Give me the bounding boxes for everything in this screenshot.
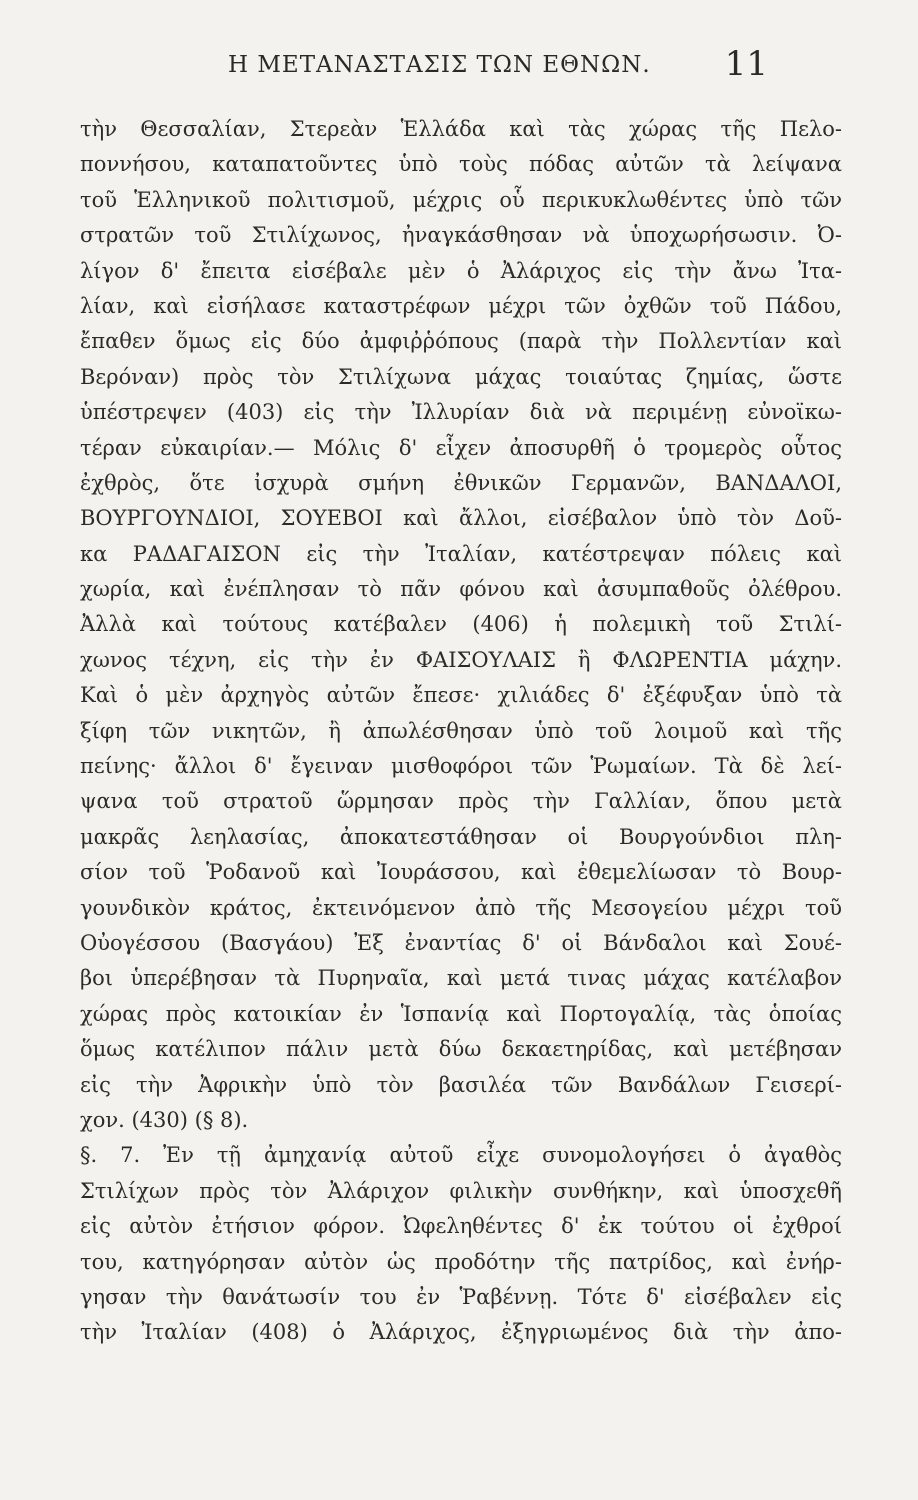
text-line: γησαν τὴν θανάτωσίν του ἐν Ῥαβέννῃ. Τότε δ' εἰσέβαλεν εἰς (80, 1284, 842, 1309)
text-line: Στιλίχων πρὸς τὸν Ἀλάριχον φιλικὴν συνθήκην, καὶ ὑποσχεθῆ (80, 1178, 842, 1203)
text-line: §. 7. Ἐν τῇ ἀμηχανίᾳ αὐτοῦ εἶχε συνομολογήσει ὁ ἀγαθὸς (80, 1143, 842, 1168)
text-line: Οὐογέσσου (Βασγάου) Ἐξ ἐναντίας δ' οἱ Βάνδαλοι καὶ Σουέ- (80, 930, 842, 955)
text-line: λίγον δ' ἔπειτα εἰσέβαλε μὲν ὁ Ἀλάριχος εἰς τὴν ἄνω Ἰτα- (80, 258, 842, 283)
text-line: εἰς τὴν Ἀφρικὴν ὑπὸ τὸν βασιλέα τῶν Βανδάλων Γεισερί- (80, 1072, 842, 1097)
text-line: ἐχθρὸς, ὅτε ἰσχυρὰ σμήνη ἐθνικῶν Γερμανῶν, ΒΑΝΔΑΛΟΙ, (80, 470, 842, 495)
text-line: τοῦ Ἑλληνικοῦ πολιτισμοῦ, μέχρις οὗ περικυκλωθέντες ὑπὸ τῶν (80, 187, 842, 212)
text-line: σίον τοῦ Ῥοδανοῦ καὶ Ἰουράσσου, καὶ ἐθεμελίωσαν τὸ Βουρ- (80, 860, 842, 885)
text-line: κα ΡΑΔΑΓΑΙΣΟΝ εἰς τὴν Ἰταλίαν, κατέστρεψαν πόλεις καὶ (80, 541, 842, 566)
text-line: ΒΟΥΡΓΟΥΝΔΙΟΙ, ΣΟΥΕΒΟΙ καὶ ἄλλοι, εἰσέβαλον ὑπὸ τὸν Δοῦ- (80, 506, 842, 531)
text-line: χώρας πρὸς κατοικίαν ἐν Ἱσπανίᾳ καὶ Πορτογαλίᾳ, τὰς ὁποίας (80, 1001, 842, 1026)
text-line: ψανα τοῦ στρατοῦ ὥρμησαν πρὸς τὴν Γαλλίαν, ὅπου μετὰ (80, 789, 842, 814)
running-title: Η ΜΕΤΑΝΑΣΤΑΣΙΣ ΤΩΝ ΕΘΝΩΝ. (228, 52, 651, 78)
text-line: λίαν, καὶ εἰσήλασε καταστρέφων μέχρι τῶν ὀχθῶν τοῦ Πάδου, (80, 293, 842, 318)
text-line: ἔπαθεν ὅμως εἰς δύο ἀμφιῤῥόπους (παρὰ τὴν Πολλεντίαν καὶ (80, 329, 842, 354)
text-line: ὑπέστρεψεν (403) εἰς τὴν Ἰλλυρίαν διὰ νὰ περιμένῃ εὐνοϊκω- (80, 400, 842, 425)
running-head (0, 44, 918, 92)
text-line: μακρᾶς λεηλασίας, ἀποκατεστάθησαν οἱ Βουργούνδιοι πλη- (80, 824, 842, 849)
text-line: ὅμως κατέλιπον πάλιν μετὰ δύω δεκαετηρίδας, καὶ μετέβησαν (80, 1037, 842, 1062)
text-line: γουνδικὸν κράτος, ἐκτεινόμενον ἀπὸ τῆς Μεσογείου μέχρι τοῦ (80, 895, 842, 920)
text-line: Καὶ ὁ μὲν ἀρχηγὸς αὐτῶν ἔπεσε· χιλιάδες δ' ἐξέφυξαν ὑπὸ τὰ (80, 683, 842, 708)
text-line: πείνης· ἄλλοι δ' ἔγειναν μισθοφόροι τῶν Ῥωμαίων. Τὰ δὲ λεί- (80, 754, 842, 779)
text-line: του, κατηγόρησαν αὐτὸν ὡς προδότην τῆς πατρίδος, καὶ ἐνήρ- (80, 1249, 842, 1274)
text-line: Βερόναν) πρὸς τὸν Στιλίχωνα μάχας τοιαύτας ζημίας, ὥστε (80, 364, 842, 389)
page-number: 11 (724, 44, 768, 84)
text-line: εἰς αὐτὸν ἐτήσιον φόρον. Ὠφεληθέντες δ' ἐκ τούτου οἱ ἐχθροί (80, 1214, 842, 1239)
text-line: ποννήσου, καταπατοῦντες ὑπὸ τοὺς πόδας αὐτῶν τὰ λείψανα (80, 152, 842, 177)
text-line: τὴν Θεσσαλίαν, Στερεὰν Ἑλλάδα καὶ τὰς χώρας τῆς Πελο- (80, 117, 842, 141)
text-line: χωρία, καὶ ἐνέπλησαν τὸ πᾶν φόνου καὶ ἀσυμπαθοῦς ὀλέθρου. (80, 577, 842, 602)
body-text (80, 112, 842, 1351)
text-line: τὴν Ἰταλίαν (408) ὁ Ἀλάριχος, ἐξηγριωμένος διὰ τὴν ἀπο- (80, 1320, 842, 1345)
text-line: στρατῶν τοῦ Στιλίχωνος, ἠναγκάσθησαν νὰ ὑποχωρήσωσιν. Ὀ- (80, 223, 842, 248)
text-line: βοι ὑπερέβησαν τὰ Πυρηναῖα, καὶ μετά τινας μάχας κατέλαβον (80, 966, 842, 991)
text-line: Ἀλλὰ καὶ τούτους κατέβαλεν (406) ἡ πολεμικὴ τοῦ Στιλί- (80, 612, 842, 637)
text-line: ξίφη τῶν νικητῶν, ἢ ἀπωλέσθησαν ὑπὸ τοῦ λοιμοῦ καὶ τῆς (80, 718, 842, 743)
text-line: τέραν εὐκαιρίαν.— Μόλις δ' εἶχεν ἀποσυρθῆ ὁ τρομερὸς οὗτος (80, 435, 842, 460)
text-line: χον. (430) (§ 8). (80, 1107, 249, 1132)
text-line: χωνος τέχνη, εἰς τὴν ἐν ΦΑΙΣΟΥΛΑΙΣ ἢ ΦΛΩΡΕΝΤΙΑ μάχην. (80, 647, 842, 672)
